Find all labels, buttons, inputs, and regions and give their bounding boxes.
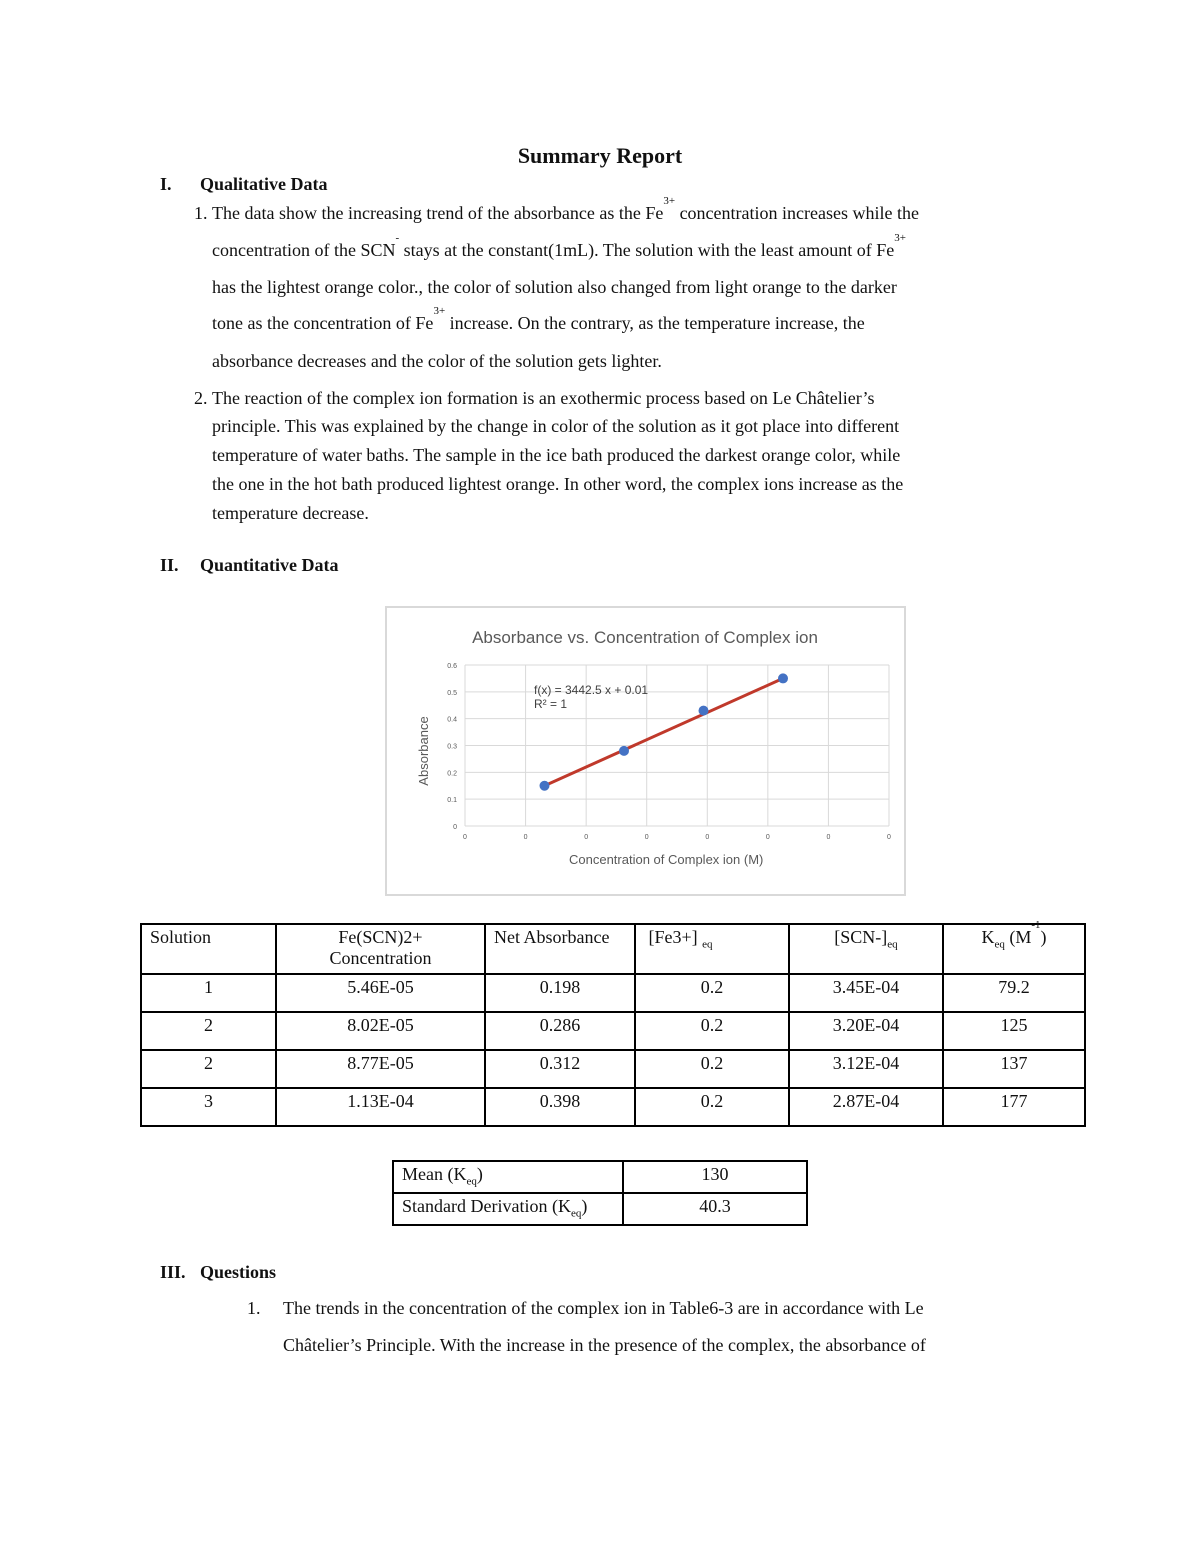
x-axis-label: Concentration of Complex ion (M): [569, 852, 764, 867]
cell-concentration: 5.46E-05: [276, 974, 485, 1012]
paragraph-line: The reaction of the complex ion formation is an exothermic process based on Le Châtelier’s: [212, 388, 875, 408]
cell-keq: 137: [943, 1050, 1085, 1088]
cell-solution: 2: [141, 1012, 276, 1050]
list-number: 1.: [247, 1298, 261, 1318]
x-tick-label: 0: [644, 834, 649, 841]
x-tick-label: 0: [463, 834, 467, 841]
section-heading-questions: [160, 1262, 276, 1283]
header-keq: $K_{eq}$ $(M^{-1})$: [943, 924, 1085, 974]
mean-label: Mean $(K_{eq})$: [393, 1161, 623, 1193]
stats-table: [392, 1160, 808, 1226]
header-solution: Solution: [141, 924, 276, 974]
cell-absorbance: 0.312: [485, 1050, 635, 1088]
paragraph-line: The trends in the concentration of the complex ion in Table6-3 are in accordance with Le: [283, 1298, 924, 1318]
stats-row-sd: [393, 1193, 807, 1225]
chart-title: Absorbance vs. Concentration of Complex ion: [472, 628, 818, 647]
paragraph-line: temperature decrease.: [212, 503, 369, 523]
cell-absorbance: 0.198: [485, 974, 635, 1012]
cell-solution: 2: [141, 1050, 276, 1088]
y-tick-label: 0.1: [447, 797, 457, 805]
y-tick-label: 0: [453, 824, 457, 831]
section-title: Questions: [200, 1262, 277, 1282]
x-tick-label: 0: [887, 834, 891, 841]
table-row: [141, 1088, 1085, 1126]
cell-scn: 2.87E-04: [789, 1088, 943, 1126]
x-tick-label: 0: [765, 834, 770, 841]
cell-absorbance: 0.286: [485, 1012, 635, 1050]
y-tick-label: 0.3: [447, 743, 457, 751]
paragraph-line: concentration of the SCN- stays at the constant(1mL). The solution with the least amount of $Fe^{3+}$: [212, 232, 906, 260]
section-heading-qualitative: [160, 174, 328, 195]
trendline-equation: f(x) = 3442.5 x + 0.01: [534, 683, 649, 697]
cell-solution: 3: [141, 1088, 276, 1126]
paragraph-line: tone as the concentration of $Fe^{3+}$ increase. On the contrary, as the temperature increase, the: [212, 305, 865, 333]
stats-row-mean: [393, 1161, 807, 1193]
paragraph-line: has the lightest orange color., the color of solution also changed from light orange to the darker: [212, 277, 897, 297]
cell-keq: 125: [943, 1012, 1085, 1050]
header-net-absorbance: Net Absorbance: [485, 924, 635, 974]
cell-concentration: 8.02E-05: [276, 1012, 485, 1050]
trendline-r2: R² = 1: [534, 697, 568, 711]
section-number: II.: [160, 555, 179, 575]
sd-value: 40.3: [623, 1193, 807, 1225]
cell-keq: 177: [943, 1088, 1085, 1126]
sd-label: Standard Derivation $(K_{eq})$: [393, 1193, 623, 1225]
section-title: Qualitative Data: [200, 174, 328, 194]
cell-concentration: 1.13E-04: [276, 1088, 485, 1126]
mean-value: 130: [623, 1161, 807, 1193]
header-fe-eq: [Fe3+] $_{eq}$: [635, 924, 789, 974]
cell-fe: 0.2: [635, 974, 789, 1012]
data-point: [619, 746, 629, 756]
x-tick-label: 0: [584, 834, 589, 841]
table-row: [141, 1012, 1085, 1050]
y-tick-label: 0.2: [447, 770, 457, 778]
table-row: [141, 1050, 1085, 1088]
x-tick-label: 0: [705, 834, 710, 841]
y-axis-label: Absorbance: [416, 716, 431, 786]
data-point: [699, 706, 709, 716]
cell-keq: 79.2: [943, 974, 1085, 1012]
paragraph-line: the one in the hot bath produced lightest orange. In other word, the complex ions increase as the: [212, 474, 904, 494]
cell-absorbance: 0.398: [485, 1088, 635, 1126]
cell-fe: 0.2: [635, 1088, 789, 1126]
section-title: Quantitative Data: [200, 555, 339, 575]
y-tick-label: 0.6: [447, 663, 457, 670]
section-number: I.: [160, 174, 172, 194]
paragraph-line: temperature of water baths. The sample in the ice bath produced the darkest orange color, while: [212, 445, 901, 465]
x-tick-label: 0: [826, 834, 831, 841]
paragraph-line: principle. This was explained by the change in color of the solution as it got place into different: [212, 416, 900, 436]
header-scn-eq: $[SCN-]_{eq}$: [789, 924, 943, 974]
cell-concentration: 8.77E-05: [276, 1050, 485, 1088]
table-header-row: [141, 924, 1085, 974]
chart-container: [385, 606, 906, 896]
paragraph-line: absorbance decreases and the color of the solution gets lighter.: [212, 351, 662, 371]
section-number: III.: [160, 1262, 186, 1282]
cell-fe: 0.2: [635, 1050, 789, 1088]
paragraph-line: The data show the increasing trend of the absorbance as the $Fe^{3+}$ concentration increases while the: [212, 195, 919, 223]
y-tick-label: 0.5: [447, 689, 457, 697]
paragraph-line: Châtelier’s Principle. With the increase in the presence of the complex, the absorbance of: [283, 1335, 926, 1355]
list-number: 2.: [194, 388, 208, 408]
cell-scn: 3.12E-04: [789, 1050, 943, 1088]
data-point: [540, 781, 550, 791]
cell-fe: 0.2: [635, 1012, 789, 1050]
absorbance-chart: [387, 608, 904, 894]
table-row: [141, 974, 1085, 1012]
y-tick-label: 0.4: [447, 716, 457, 724]
header-concentration: Fe(SCN)2+ Concentration: [276, 924, 485, 974]
data-point: [778, 673, 788, 683]
cell-solution: 1: [141, 974, 276, 1012]
cell-scn: 3.45E-04: [789, 974, 943, 1012]
data-table: [140, 919, 1086, 1127]
section-heading-quantitative: [160, 555, 339, 576]
list-number: 1.: [194, 203, 208, 223]
x-tick-label: 0: [523, 834, 528, 841]
cell-scn: 3.20E-04: [789, 1012, 943, 1050]
page-title: Summary Report: [517, 143, 683, 168]
